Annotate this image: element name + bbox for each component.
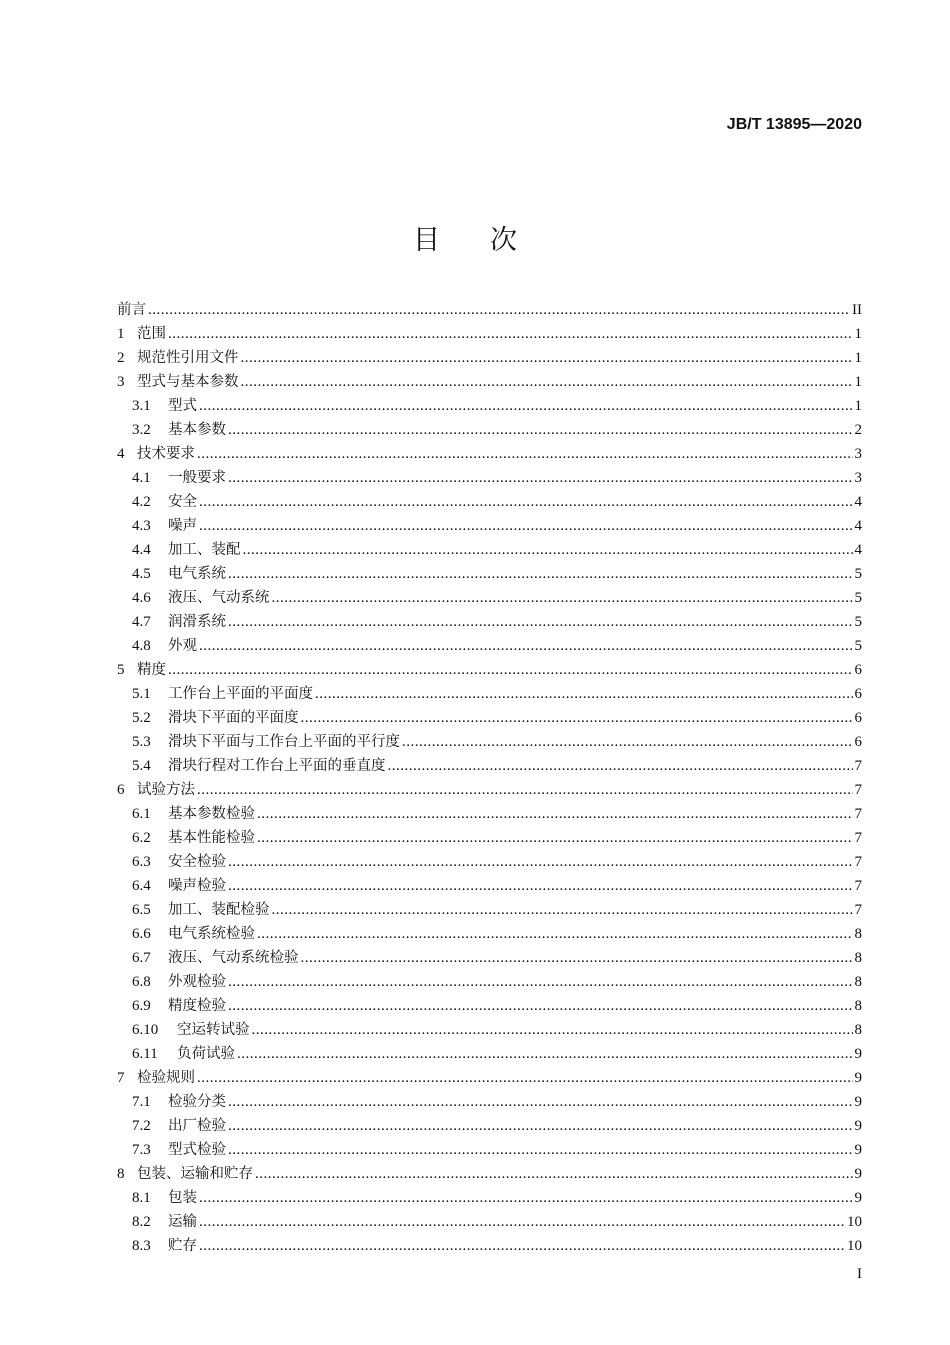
toc-entry-page: 5 — [854, 638, 862, 654]
toc-entry-number: 4.1 — [132, 470, 151, 486]
toc-entry-number: 3 — [117, 374, 125, 390]
toc-entry-page: 6 — [854, 710, 862, 726]
toc-entry[interactable] — [117, 1186, 862, 1210]
toc-entry[interactable] — [117, 970, 862, 994]
toc-entry-number: 4.3 — [132, 518, 151, 534]
toc-entry-number: 6.4 — [132, 878, 151, 894]
toc-entry-label: 安全检验 — [168, 854, 226, 870]
dot-leader — [272, 586, 853, 610]
toc-entry-page: 4 — [854, 518, 862, 534]
toc-entry-page: 1 — [854, 326, 862, 342]
toc-entry-label: 范围 — [137, 326, 166, 342]
toc-entry-label: 外观 — [168, 638, 197, 654]
toc-entry[interactable] — [117, 1162, 862, 1186]
dot-leader — [168, 658, 853, 682]
toc-entry[interactable] — [117, 394, 862, 418]
dot-leader — [228, 970, 853, 994]
toc-entry-page: 6 — [854, 662, 862, 678]
dot-leader — [228, 466, 853, 490]
dot-leader — [228, 874, 853, 898]
toc-entry[interactable] — [117, 658, 862, 682]
toc-entry[interactable] — [117, 634, 862, 658]
toc-entry[interactable] — [117, 730, 862, 754]
toc-entry-label: 技术要求 — [137, 446, 195, 462]
toc-entry-number: 5.1 — [132, 686, 151, 702]
toc-entry[interactable] — [117, 826, 862, 850]
dot-leader — [301, 706, 853, 730]
dot-leader — [228, 610, 853, 634]
dot-leader — [228, 1114, 853, 1138]
dot-leader — [228, 994, 853, 1018]
toc-entry-page: 3 — [854, 446, 862, 462]
toc-entry[interactable] — [117, 850, 862, 874]
toc-entry[interactable] — [117, 1138, 862, 1162]
toc-entry-number: 8.2 — [132, 1214, 151, 1230]
toc-entry-number: 4.2 — [132, 494, 151, 510]
toc-entry-page: 9 — [854, 1190, 862, 1206]
toc-entry-label: 型式检验 — [168, 1142, 226, 1158]
dot-leader — [257, 922, 853, 946]
toc-entry[interactable] — [117, 778, 862, 802]
toc-entry-page: 7 — [854, 830, 862, 846]
toc-entry-page: 7 — [854, 854, 862, 870]
toc-entry-page: 8 — [854, 1022, 862, 1038]
toc-entry-number: 4.5 — [132, 566, 151, 582]
toc-entry-number: 8.3 — [132, 1238, 151, 1254]
dot-leader — [199, 514, 853, 538]
dot-leader — [148, 298, 850, 322]
toc-entry[interactable] — [117, 442, 862, 466]
toc-entry[interactable] — [117, 562, 862, 586]
toc-entry-label: 一般要求 — [168, 470, 226, 486]
dot-leader — [315, 682, 853, 706]
toc-entry-label: 液压、气动系统检验 — [168, 950, 299, 966]
toc-entry[interactable] — [117, 322, 862, 346]
toc-entry-label: 滑块行程对工作台上平面的垂直度 — [168, 758, 386, 774]
toc-entry-number: 4 — [117, 446, 125, 462]
toc-entry-page: 6 — [854, 686, 862, 702]
toc-entry-label: 精度 — [137, 662, 166, 678]
toc-entry[interactable] — [117, 1114, 862, 1138]
dot-leader — [255, 1162, 853, 1186]
toc-entry-number: 8 — [117, 1166, 125, 1182]
toc-entry-number: 4.4 — [132, 542, 151, 558]
dot-leader — [272, 898, 853, 922]
toc-entry-label: 前言 — [117, 302, 146, 318]
toc-entry-label: 外观检验 — [168, 974, 226, 990]
toc-entry-label: 液压、气动系统 — [168, 590, 270, 606]
dot-leader — [252, 1018, 853, 1042]
toc-entry-label: 工作台上平面的平面度 — [168, 686, 313, 702]
toc-entry-number: 6.6 — [132, 926, 151, 942]
toc-entry-label: 基本性能检验 — [168, 830, 255, 846]
toc-entry-page: 7 — [854, 758, 862, 774]
toc-entry-label: 基本参数 — [168, 422, 226, 438]
toc-entry[interactable] — [117, 946, 862, 970]
page-title: 目次 — [413, 225, 567, 256]
toc-entry-label: 加工、装配 — [168, 542, 241, 558]
toc-entry-number: 6 — [117, 782, 125, 798]
toc-entry-label: 精度检验 — [168, 998, 226, 1014]
toc-entry-label: 噪声检验 — [168, 878, 226, 894]
toc-entry-label: 滑块下平面与工作台上平面的平行度 — [168, 734, 400, 750]
toc-entry-page: 8 — [854, 926, 862, 942]
toc-entry[interactable] — [117, 754, 862, 778]
toc-entry[interactable] — [117, 1210, 862, 1234]
toc-entry-page: 5 — [854, 614, 862, 630]
toc-entry-page: II — [852, 302, 862, 318]
toc-entry[interactable] — [117, 514, 862, 538]
toc-entry-page: 4 — [854, 494, 862, 510]
toc-entry-page: 9 — [854, 1070, 862, 1086]
dot-leader — [197, 442, 853, 466]
toc-entry-number: 7.2 — [132, 1118, 151, 1134]
toc-entry-page: 1 — [854, 350, 862, 366]
toc-entry-label: 加工、装配检验 — [168, 902, 270, 918]
toc-entry-page: 1 — [854, 398, 862, 414]
dot-leader — [228, 562, 853, 586]
toc-entry-number: 6.2 — [132, 830, 151, 846]
toc-entry-label: 规范性引用文件 — [137, 350, 239, 366]
toc-entry[interactable] — [117, 706, 862, 730]
toc-entry-page: 7 — [854, 902, 862, 918]
toc-entry-label: 电气系统 — [168, 566, 226, 582]
toc-entry-number: 4.6 — [132, 590, 151, 606]
dot-leader — [199, 1186, 853, 1210]
dot-leader — [228, 850, 853, 874]
toc-entry-number: 4.7 — [132, 614, 151, 630]
toc-entry[interactable] — [117, 682, 862, 706]
toc-entry[interactable] — [117, 538, 862, 562]
toc-entry[interactable] — [117, 610, 862, 634]
toc-entry-number: 5.3 — [132, 734, 151, 750]
page-number: I — [857, 1266, 862, 1282]
toc-entry-label: 检验规则 — [137, 1070, 195, 1086]
toc-entry-number: 5.2 — [132, 710, 151, 726]
toc-entry-number: 1 — [117, 326, 125, 342]
toc-entry[interactable] — [117, 466, 862, 490]
dot-leader — [241, 370, 853, 394]
dot-leader — [243, 538, 853, 562]
toc-entry-page: 7 — [854, 782, 862, 798]
toc-entry-page: 5 — [854, 590, 862, 606]
dot-leader — [197, 1066, 853, 1090]
standard-number: JB/T 13895—2020 — [726, 116, 862, 133]
toc-entry-label: 贮存 — [168, 1238, 197, 1254]
toc-entry-number: 4.8 — [132, 638, 151, 654]
toc-entry-number: 5 — [117, 662, 125, 678]
toc-entry[interactable] — [117, 1234, 862, 1258]
toc-entry-number: 6.3 — [132, 854, 151, 870]
toc-entry-label: 滑块下平面的平面度 — [168, 710, 299, 726]
toc-entry[interactable] — [117, 874, 862, 898]
toc-entry[interactable] — [117, 898, 862, 922]
toc-entry[interactable] — [117, 1066, 862, 1090]
toc-entry-page: 8 — [854, 998, 862, 1014]
toc-entry-page: 9 — [854, 1142, 862, 1158]
toc-entry-number: 7.3 — [132, 1142, 151, 1158]
toc-entry[interactable] — [117, 346, 862, 370]
toc-entry-number: 3.2 — [132, 422, 151, 438]
toc-entry[interactable] — [117, 1042, 862, 1066]
toc-entry-label: 出厂检验 — [168, 1118, 226, 1134]
dot-leader — [301, 946, 853, 970]
dot-leader — [168, 322, 853, 346]
toc-entry-label: 噪声 — [168, 518, 197, 534]
toc-entry[interactable] — [117, 298, 862, 322]
toc-entry[interactable] — [117, 994, 862, 1018]
toc-entry-number: 6.11 — [132, 1046, 158, 1062]
dot-leader — [402, 730, 853, 754]
toc-entry-number: 6.1 — [132, 806, 151, 822]
toc-entry-page: 2 — [854, 422, 862, 438]
toc-entry-label: 检验分类 — [168, 1094, 226, 1110]
toc-entry-number: 2 — [117, 350, 125, 366]
toc-entry-number: 6.5 — [132, 902, 151, 918]
dot-leader — [257, 826, 853, 850]
toc-entry-number: 6.10 — [132, 1022, 159, 1038]
toc-entry[interactable] — [117, 802, 862, 826]
toc-entry-page: 8 — [854, 974, 862, 990]
toc-entry-label: 包装 — [168, 1190, 197, 1206]
toc-entry[interactable] — [117, 922, 862, 946]
toc-entry[interactable] — [117, 370, 862, 394]
toc-entry-page: 7 — [854, 806, 862, 822]
toc-entry-page: 9 — [854, 1166, 862, 1182]
toc-entry-page: 10 — [847, 1214, 862, 1230]
toc-entry-label: 基本参数检验 — [168, 806, 255, 822]
toc-entry[interactable] — [117, 418, 862, 442]
table-of-contents — [117, 298, 862, 1258]
toc-entry-label: 运输 — [168, 1214, 197, 1230]
toc-entry-label: 型式与基本参数 — [137, 374, 239, 390]
toc-entry-label: 试验方法 — [137, 782, 195, 798]
dot-leader — [241, 346, 853, 370]
dot-leader — [257, 802, 853, 826]
toc-entry-page: 7 — [854, 878, 862, 894]
toc-entry-page: 3 — [854, 470, 862, 486]
dot-leader — [199, 1210, 845, 1234]
toc-entry-label: 安全 — [168, 494, 197, 510]
toc-entry-page: 4 — [854, 542, 862, 558]
toc-entry-label: 负荷试验 — [177, 1046, 235, 1062]
toc-entry-number: 7 — [117, 1070, 125, 1086]
toc-entry[interactable] — [117, 586, 862, 610]
toc-entry-label: 型式 — [168, 398, 197, 414]
toc-entry-number: 8.1 — [132, 1190, 151, 1206]
dot-leader — [388, 754, 853, 778]
toc-entry[interactable] — [117, 1018, 862, 1042]
dot-leader — [237, 1042, 853, 1066]
dot-leader — [199, 490, 853, 514]
dot-leader — [199, 634, 853, 658]
toc-entry[interactable] — [117, 1090, 862, 1114]
toc-entry-page: 8 — [854, 950, 862, 966]
toc-entry-page: 9 — [854, 1118, 862, 1134]
dot-leader — [197, 778, 853, 802]
toc-entry-page: 1 — [854, 374, 862, 390]
toc-entry-number: 6.8 — [132, 974, 151, 990]
toc-entry-label: 润滑系统 — [168, 614, 226, 630]
toc-entry-label: 空运转试验 — [177, 1022, 250, 1038]
dot-leader — [199, 394, 853, 418]
dot-leader — [199, 1234, 845, 1258]
toc-entry-number: 6.7 — [132, 950, 151, 966]
toc-entry[interactable] — [117, 490, 862, 514]
toc-entry-number: 5.4 — [132, 758, 151, 774]
dot-leader — [228, 1090, 853, 1114]
dot-leader — [228, 418, 853, 442]
toc-entry-label: 电气系统检验 — [168, 926, 255, 942]
toc-entry-page: 9 — [854, 1046, 862, 1062]
toc-entry-number: 7.1 — [132, 1094, 151, 1110]
toc-entry-page: 5 — [854, 566, 862, 582]
toc-entry-page: 6 — [854, 734, 862, 750]
toc-entry-label: 包装、运输和贮存 — [137, 1166, 253, 1182]
toc-entry-number: 3.1 — [132, 398, 151, 414]
dot-leader — [228, 1138, 853, 1162]
toc-entry-number: 6.9 — [132, 998, 151, 1014]
toc-entry-page: 10 — [847, 1238, 862, 1254]
toc-entry-page: 9 — [854, 1094, 862, 1110]
